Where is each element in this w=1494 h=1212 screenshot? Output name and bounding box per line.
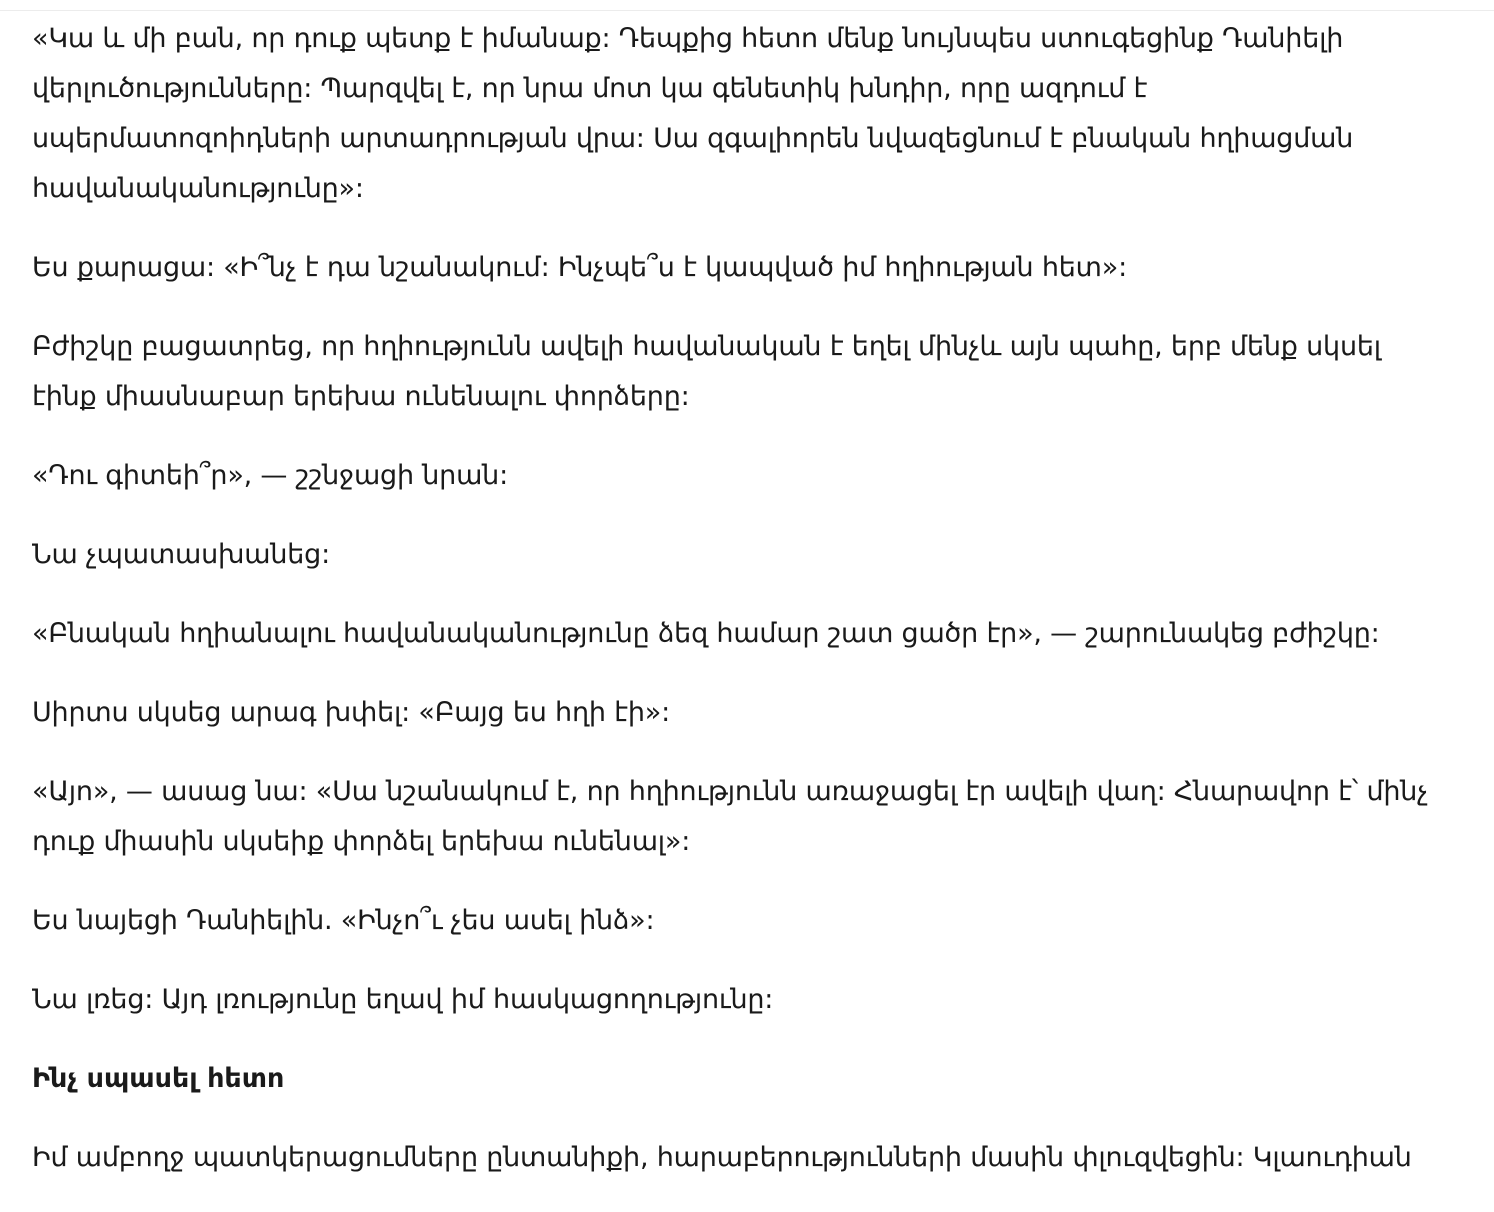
paragraph-continuation: Իմ ամբողջ պատկերացումները ընտանիքի, հարաբերությունների մասին փլուզվեցին: Կլաուդիան (32, 1142, 1412, 1173)
paragraph-no-answer: Նա չպատասխանեց: (32, 539, 330, 570)
paragraph-look-at-daniel: Ես նայեցի Դանիելին. «Ինչո՞ւ չես ասել ինձ»: (32, 905, 655, 936)
paragraph-yes: «Այո», — ասաց նա: «Սա նշանակում է, որ հղիությունն առաջացել էր ավելի վաղ: Հնարավոր է՝ մինչ դուք միասին սկսեիք փորձել երեխա ունենալ»: (32, 776, 1428, 857)
paragraph-whisper: «Դու գիտեի՞ր», — շշնջացի նրան: (32, 460, 508, 491)
paragraph-heartbeat: Սիրտս սկսեց արագ խփել: «Բայց ես հղի էի»: (32, 697, 670, 728)
paragraph-doctor-explains: Բժիշկը բացատրեց, որ հղիությունն ավելի հավանական է եղել մինչև այն պահը, երբ մենք սկսել էինք միասնաբար երեխա ունենալու փորձերը: (32, 331, 1381, 412)
article-body (32, 14, 1452, 1212)
paragraph-genetic-issue: «Կա և մի բան, որ դուք պետք է իմանաք: Դեպքից հետո մենք նույնպես ստուգեցինք Դանիելի վերլուծությունները: Պարզվել է, որ նրա մոտ կա գենետիկ խնդիր, որը ազդում է սպերմատոզոիդների արտադրության վրա: Սա զգալիորեն նվազեցնում է բնական հղիացման հավանականությունը»: (32, 23, 1354, 204)
paragraph-question: Ես քարացա: «Ի՞նչ է դա նշանակում: Ինչպե՞ս է կապված իմ հղիության հետ»: (32, 252, 1127, 283)
paragraph-low-chance: «Բնական հղիանալու հավանականությունը ձեզ համար շատ ցածր էր», — շարունակեց բժիշկը: (32, 618, 1380, 649)
paragraph-silence: Նա լռեց: Այդ լռությունը եղավ իմ հասկացողությունը: (32, 984, 774, 1015)
top-divider (0, 10, 1494, 11)
section-heading: Ինչ սպասել հետո (32, 1063, 285, 1094)
